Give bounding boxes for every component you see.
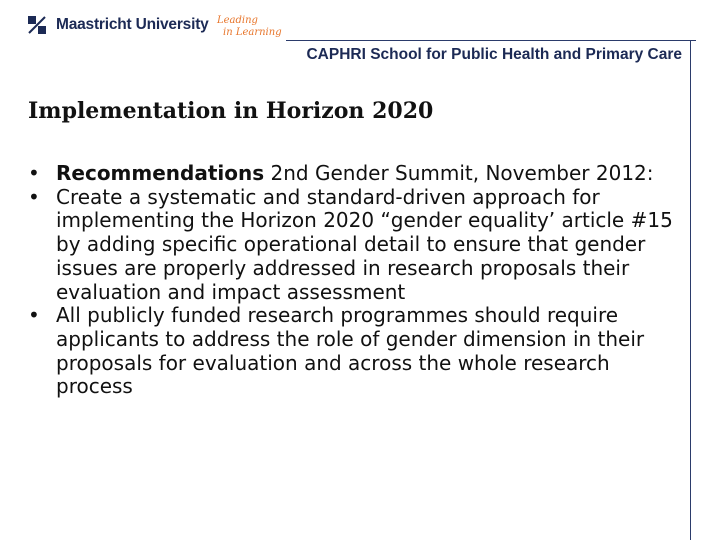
- bullet-text: All publicly funded research programmes should require applicants to address the role of gender dimension in their proposals for evaluation and across the whole research process: [56, 303, 645, 399]
- school-title: CAPHRI School for Public Health and Primary Care: [306, 46, 682, 63]
- tagline-signature: [215, 12, 282, 38]
- tagline-line2: in Learning: [222, 27, 282, 38]
- bullet-item: [28, 304, 680, 399]
- bullet-bold-text: Recommendations: [56, 161, 265, 185]
- bullet-item: [28, 186, 680, 305]
- bullet-dot: •: [28, 184, 40, 209]
- bullet-item: [28, 162, 680, 186]
- bullet-dot: •: [28, 161, 40, 185]
- university-emblem-icon: [26, 14, 48, 36]
- right-border: [690, 40, 691, 540]
- bullet-list: [28, 162, 680, 399]
- slide-title: Implementation in Horizon 2020: [28, 98, 434, 124]
- bullet-text: Create a systematic and standard-driven approach for implementing the Horizon 2020 “gender equality’ article #15 by adding specific operational detail to ensure that gender issues are properly addressed in research proposals their evaluation and impact assessment: [56, 184, 673, 304]
- bullet-text: 2nd Gender Summit, November 2012:: [264, 161, 654, 185]
- university-name: Maastricht University: [56, 16, 209, 33]
- header-divider: [286, 40, 696, 41]
- bullet-dot: •: [28, 303, 40, 328]
- tagline-line1: Leading: [216, 15, 258, 26]
- university-logo: [26, 12, 282, 38]
